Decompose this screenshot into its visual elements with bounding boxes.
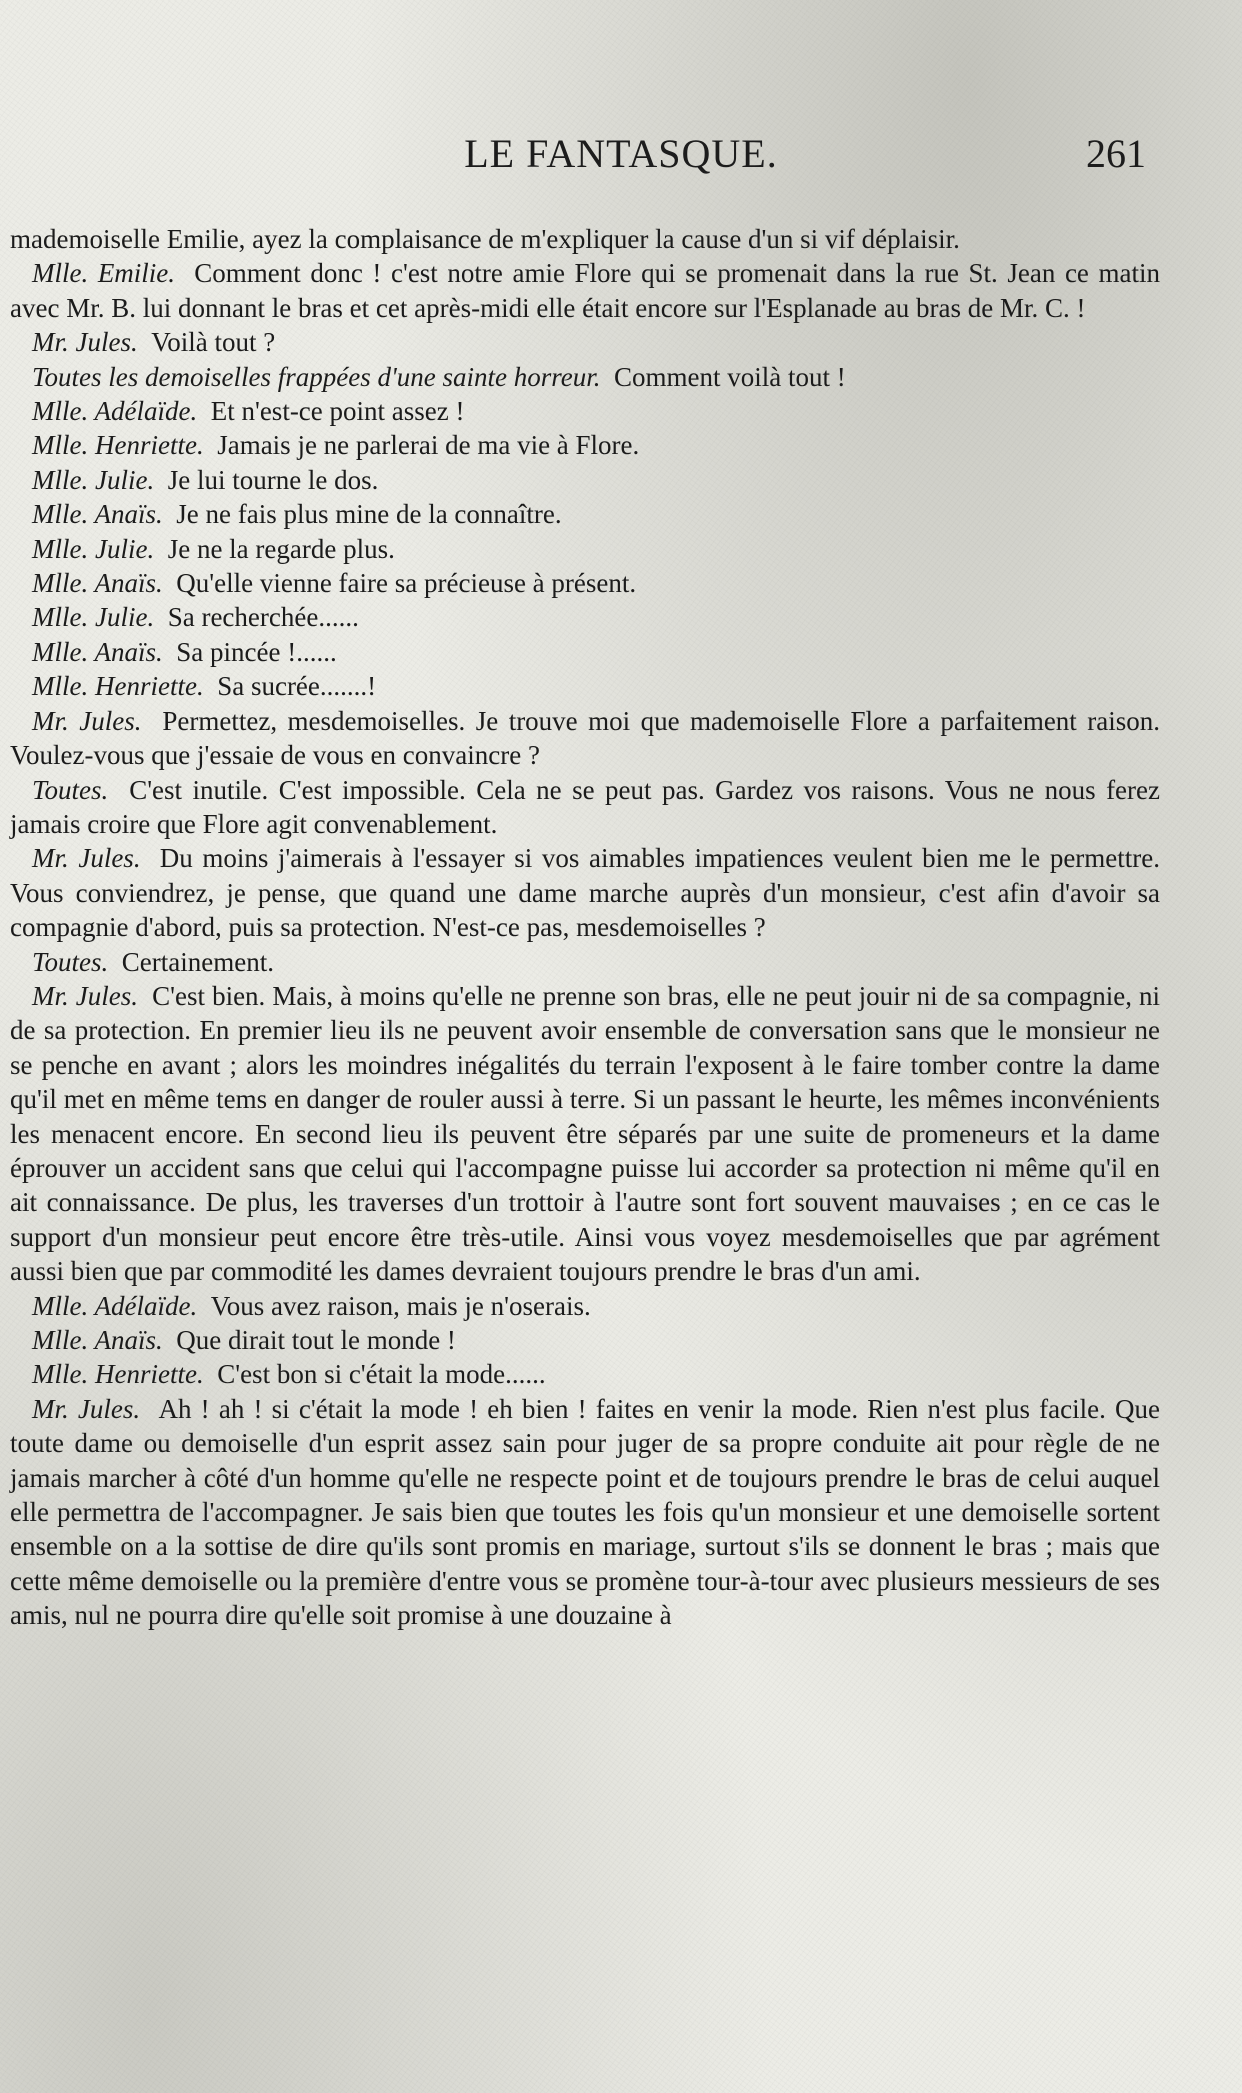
line-text: mademoiselle Emilie, ayez la complaisance de m'expliquer la cause d'un si vif déplaisir. [10,224,960,254]
speaker-name: Mr. Jules. [32,705,142,736]
running-title: LE FANTASQUE. [464,131,778,176]
line-text: C'est inutile. C'est impossible. Cela ne se peut pas. Gardez vos raisons. Vous ne nous ferez jamais croire que Flore agit convenablement. [10,774,1161,839]
line-text: C'est bon si c'était la mode...... [217,1359,546,1390]
speaker-name: Mr. Jules. [32,327,138,358]
line-text: C'est bien. Mais, à moins qu'elle ne prenne son bras, elle ne peut jouir ni de sa compagnie, ni de sa protection. En premier lieu ils ne peuvent avoir ensemble de conversation sans que le monsieur ne se penche en avant ; alors les moindres inégalités du terrain l'exposent à le faire tomber contre la dame qu'il met en même tems en danger de rouler aussi à terre. Si un passant le heurte, les mêmes inconvénients les menacent encore. En second lieu ils peuvent être séparés par une suite de promeneurs et la dame éprouver un accident sans que celui qui l'accompagne puisse lui accorder sa protection ni même qu'il en ait connaissance. De plus, les traverses d'un trottoir à l'autre sont fort souvent mauvaises ; en ce cas le support d'un monsieur peut encore être très-utile. Ainsi vous voyez mesdemoiselles que par agrément aussi bien que par commodité les dames devraient toujours prendre le bras d'un ami. [10,980,1161,1287]
dialogue-line [10,1357,1160,1391]
stage-direction: Toutes les demoiselles frappées d'une sainte horreur. [32,361,601,392]
speaker-name: Toutes. [32,774,109,805]
speaker-name: Mlle. Anaïs. [32,1325,163,1355]
line-text: Que dirait tout le monde ! [176,1325,456,1355]
dialogue-line [10,394,1160,428]
line-text: Qu'elle vienne faire sa précieuse à présent. [176,568,637,599]
dialogue-line [10,360,1160,394]
dialogue-line [10,669,1160,703]
dialogue-line [10,428,1160,462]
speaker-name: Mr. Jules. [32,843,141,874]
line-text: Certainement. [121,946,274,977]
speaker-name: Mlle. Henriette. [32,430,204,461]
page-number: 261 [1086,131,1146,176]
line-text: Vous avez raison, mais je n'oserais. [210,1290,591,1321]
line-text: Comment donc ! c'est notre amie Flore qui se promenait dans la rue St. Jean ce matin avec Mr. B. lui donnant le bras et cet après-midi elle était encore sur l'Esplanade au bras de Mr. C. ! [10,258,1160,323]
line-text: Jamais je ne parlerai de ma vie à Flore. [217,430,640,461]
line-text: Je ne fais plus mine de la connaître. [176,499,562,530]
speaker-name: Mlle. Julie. [32,464,155,495]
dialogue-line [10,566,1160,600]
dialogue-line [10,635,1160,669]
dialogue-line [10,773,1160,842]
line-text: Permettez, mesdemoiselles. Je trouve moi que mademoiselle Flore a parfaitement raison. Voulez-vous que j'essaie de vous en convaincre ? [10,705,1161,771]
speaker-name: Mr. Jules. [32,1393,141,1424]
dialogue-line [10,256,1160,325]
line-text: Sa pincée !...... [176,636,337,667]
dialogue-line [10,704,1160,773]
page-header [0,130,1242,190]
speaker-name: Mlle. Henriette. [32,1359,204,1390]
dialogue-line [10,600,1160,634]
line-text: Comment voilà tout ! [614,361,846,392]
line-text: Je ne la regarde plus. [167,533,395,564]
dialogue-text [10,222,1160,1633]
line-text: Du moins j'aimerais à l'essayer si vos aimables impatiences veulent bien me le permettre. Vous conviendrez, je pense, que quand une dame marche auprès d'un monsieur, c'est afin d'avoir sa compagnie d'abord, puis sa protection. N'est-ce pas, mesdemoiselles ? [10,843,1161,943]
dialogue-line [10,325,1160,359]
speaker-name: Toutes. [32,946,109,977]
dialogue-line [10,222,1160,256]
line-text: Et n'est-ce point assez ! [210,396,465,427]
dialogue-line [10,1392,1160,1633]
dialogue-line [10,1323,1160,1357]
speaker-name: Mlle. Anaïs. [32,499,163,530]
line-text: Sa recherchée...... [167,602,359,633]
dialogue-line [10,945,1160,979]
speaker-name: Mlle. Henriette. [32,671,204,702]
line-text: Ah ! ah ! si c'était la mode ! eh bien ! faites en venir la mode. Rien n'est plus facile. Que toute dame ou demoiselle d'un esprit assez sain pour juger de sa propre conduite ait pour règle de ne jamais marcher à côté d'un homme qu'elle ne respecte point et de toujours prendre le bras de celui auquel elle permettra de l'accompagner. Je sais bien que toutes les fois qu'un monsieur et une demoiselle sortent ensemble on a la sottise de dire qu'ils sont promis en mariage, surtout s'ils se donnent le bras ; mais que cette même demoiselle ou la première d'entre vous se promène tour-à-tour avec plusieurs messieurs de ses amis, nul ne pourra dire qu'elle soit promise à une douzaine à [10,1393,1161,1631]
dialogue-line [10,497,1160,531]
speaker-name: Mlle. Julie. [32,602,155,633]
line-text: Je lui tourne le dos. [167,464,379,495]
line-text: Sa sucrée.......! [217,671,377,702]
speaker-name: Mlle. Adélaïde. [32,1290,198,1321]
dialogue-line [10,841,1160,944]
speaker-name: Mlle. Emilie. [32,258,176,289]
line-text: Voilà tout ? [151,327,276,358]
dialogue-line [10,532,1160,566]
dialogue-line [10,1289,1160,1323]
dialogue-line [10,463,1160,497]
speaker-name: Mlle. Julie. [32,533,155,564]
speaker-name: Mlle. Anaïs. [32,636,163,667]
dialogue-line [10,979,1160,1289]
speaker-name: Mr. Jules. [32,980,139,1011]
speaker-name: Mlle. Anaïs. [32,568,163,599]
speaker-name: Mlle. Adélaïde. [32,396,198,427]
